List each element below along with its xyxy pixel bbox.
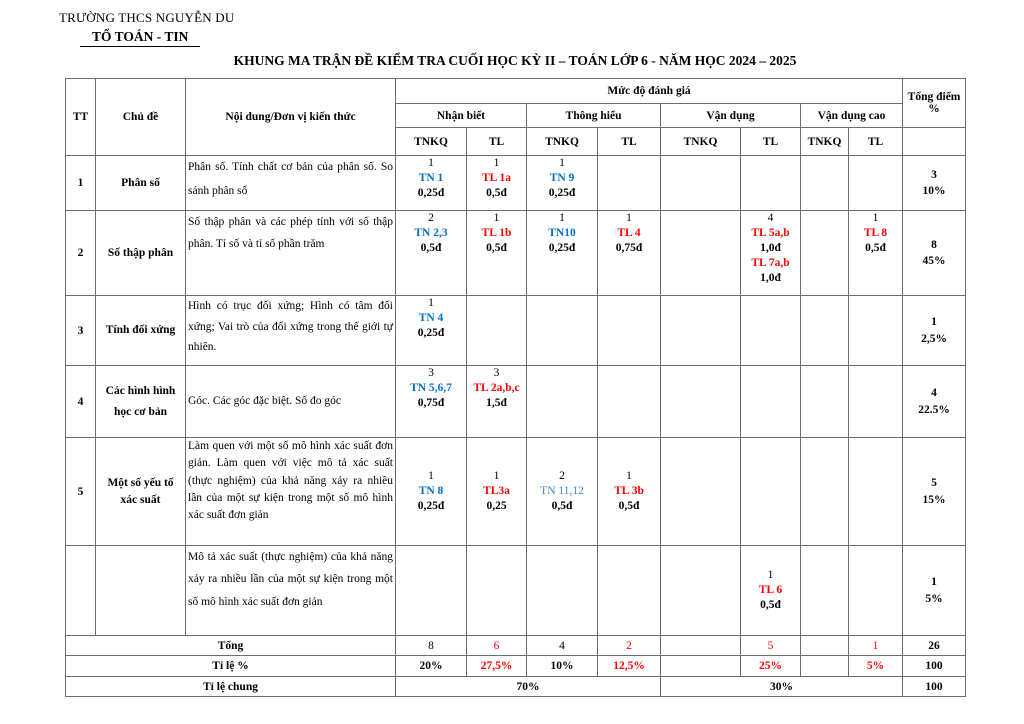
cell-nb-tl: 1 TL3a 0,25 (467, 438, 527, 546)
footer-value (661, 636, 741, 656)
footer-chung-left: 70% (396, 677, 661, 697)
footer-value: 5% (849, 656, 903, 677)
cell-empty (741, 366, 801, 438)
footer-label-ti-le: Tỉ lệ % (66, 656, 396, 677)
cell-total: 8 45% (903, 211, 966, 296)
cell-topic: Số thập phân (96, 211, 186, 296)
footer-chung-right: 30% (661, 677, 903, 697)
cell-empty (801, 546, 849, 636)
footer-label-tong: Tổng (66, 636, 396, 656)
cell-topic (96, 546, 186, 636)
cell-th-tnkq: 1 TN 9 0,25đ (527, 156, 598, 211)
cell-nb-tl: 1 TL 1b 0,5đ (467, 211, 527, 296)
cell-total: 3 10% (903, 156, 966, 211)
cell-content: Phân số. Tính chất cơ bản của phân số. So sánh phân số (186, 156, 396, 211)
cell-th-tl: 1 TL 4 0,75đ (598, 211, 661, 296)
cell-tt: 2 (66, 211, 96, 296)
cell-empty (661, 296, 741, 366)
sub-header-tl: TL (467, 128, 527, 156)
cell-empty (396, 546, 467, 636)
cell-topic: Tính đối xứng (96, 296, 186, 366)
cell-empty (849, 366, 903, 438)
cell-empty (849, 546, 903, 636)
cell-topic: Các hình hình học cơ bản (96, 366, 186, 438)
cell-empty (527, 546, 598, 636)
cell-empty (801, 156, 849, 211)
cell-vd-tl: 4 TL 5a,b 1,0đ TL 7a,b 1,0đ (741, 211, 801, 296)
cell-th-tl: 1 TL 3b 0,5đ (598, 438, 661, 546)
cell-total: 1 2,5% (903, 296, 966, 366)
level-header-van-dung-cao: Vận dụng cao (801, 104, 903, 128)
footer-value: 10% (527, 656, 598, 677)
footer-total: 100 (903, 677, 966, 697)
sub-header-tnkq: TNKQ (661, 128, 741, 156)
cell-tt: 4 (66, 366, 96, 438)
cell-empty (849, 296, 903, 366)
footer-value: 4 (527, 636, 598, 656)
cell-empty (527, 296, 598, 366)
cell-th-tnkq: 1 TN10 0,25đ (527, 211, 598, 296)
school-name: TRƯỜNG THCS NGUYỄN DU (59, 10, 235, 25)
cell-tt: 5 (66, 438, 96, 546)
cell-tt: 3 (66, 296, 96, 366)
cell-content: Góc. Các góc đặc biệt. Số đo góc (186, 366, 396, 438)
cell-empty (527, 366, 598, 438)
sub-header-tnkq: TNKQ (396, 128, 467, 156)
cell-empty (598, 366, 661, 438)
cell-nb-tl: 1 TL 1a 0,5đ (467, 156, 527, 211)
cell-empty (661, 438, 741, 546)
sub-header-tl: TL (849, 128, 903, 156)
cell-tt: 1 (66, 156, 96, 211)
footer-value (801, 656, 849, 677)
cell-nb-tnkq: 3 TN 5,6,7 0,75đ (396, 366, 467, 438)
cell-empty (801, 211, 849, 296)
cell-nb-tnkq: 1 TN 4 0,25đ (396, 296, 467, 366)
cell-empty (661, 211, 741, 296)
col-header-tt: TT (66, 79, 96, 156)
footer-value: 20% (396, 656, 467, 677)
footer-value (661, 656, 741, 677)
cell-total: 5 15% (903, 438, 966, 546)
sub-header-empty (903, 128, 966, 156)
table-row (66, 546, 966, 636)
footer-value: 27,5% (467, 656, 527, 677)
table-row (66, 156, 966, 211)
col-header-muc-do: Mức độ đánh giá (396, 79, 903, 104)
footer-value: 6 (467, 636, 527, 656)
cell-empty (801, 366, 849, 438)
level-header-van-dung: Vận dụng (661, 104, 801, 128)
cell-total: 1 5% (903, 546, 966, 636)
col-header-noi-dung: Nội dung/Đơn vị kiến thức (186, 79, 396, 156)
cell-empty (849, 156, 903, 211)
footer-value: 2 (598, 636, 661, 656)
sub-header-tl: TL (598, 128, 661, 156)
cell-total: 4 22.5% (903, 366, 966, 438)
cell-content: Hình có trục đối xứng; Hình có tâm đối xứng; Vai trò của đối xứng trong thế giới tự nhiên. (186, 296, 396, 366)
cell-empty (741, 438, 801, 546)
cell-content: Làm quen với một số mô hình xác suất đơn giản. Làm quen với việc mô tả xác suất (thực nghiệm) của khả năng xảy ra nhiều lần của một sự kiện trong một số mô hình xác suất đơn giản (186, 438, 396, 546)
cell-content: Số thập phân và các phép tính với số thập phân. Tỉ số và tỉ số phần trăm (186, 211, 396, 296)
cell-topic: Một số yếu tố xác suất (96, 438, 186, 546)
col-header-chu-de: Chủ đề (96, 79, 186, 156)
cell-topic: Phân số (96, 156, 186, 211)
sub-header-tl: TL (741, 128, 801, 156)
footer-row-ti-le-chung (66, 677, 966, 697)
footer-label-ti-le-chung: Tỉ lệ chung (66, 677, 396, 697)
level-header-thong-hieu: Thông hiểu (527, 104, 661, 128)
table-row (66, 296, 966, 366)
footer-value: 12,5% (598, 656, 661, 677)
cell-empty (598, 296, 661, 366)
footer-value: 8 (396, 636, 467, 656)
cell-tt (66, 546, 96, 636)
cell-empty (467, 296, 527, 366)
col-header-tong-diem: Tổng điểm % (903, 79, 966, 128)
footer-value: 25% (741, 656, 801, 677)
department-name: TỔ TOÁN - TIN (80, 29, 200, 47)
exam-matrix-table (65, 78, 966, 697)
level-header-nhan-biet: Nhận biết (396, 104, 527, 128)
footer-total: 100 (903, 656, 966, 677)
cell-empty (849, 438, 903, 546)
cell-empty (741, 156, 801, 211)
header-row-1 (66, 79, 966, 104)
page-title: KHUNG MA TRẬN ĐỀ KIỂM TRA CUỐI HỌC KỲ II – TOÁN LỚP 6 - NĂM HỌC 2024 – 2025 (233, 53, 797, 68)
cell-nb-tnkq: 1 TN 8 0,25đ (396, 438, 467, 546)
footer-value (801, 636, 849, 656)
cell-empty (661, 366, 741, 438)
cell-vd-tl: 1 TL 6 0,5đ (741, 546, 801, 636)
cell-th-tnkq: 2 TN 11,12 0,5đ (527, 438, 598, 546)
cell-empty (801, 296, 849, 366)
cell-empty (598, 156, 661, 211)
cell-empty (741, 296, 801, 366)
cell-empty (801, 438, 849, 546)
footer-row-tong (66, 636, 966, 656)
sub-header-tnkq: TNKQ (801, 128, 849, 156)
cell-empty (467, 546, 527, 636)
footer-row-ti-le (66, 656, 966, 677)
cell-empty (598, 546, 661, 636)
footer-value: 5 (741, 636, 801, 656)
cell-empty (661, 156, 741, 211)
sub-header-tnkq: TNKQ (527, 128, 598, 156)
cell-vdc-tl: 1 TL 8 0,5đ (849, 211, 903, 296)
footer-value: 1 (849, 636, 903, 656)
table-row (66, 438, 966, 546)
cell-nb-tl: 3 TL 2a,b,c 1,5đ (467, 366, 527, 438)
cell-nb-tnkq: 2 TN 2,3 0,5đ (396, 211, 467, 296)
table-row (66, 366, 966, 438)
cell-nb-tnkq: 1 TN 1 0,25đ (396, 156, 467, 211)
cell-content: Mô tả xác suất (thực nghiệm) của khả năng xảy ra nhiều lần của một sự kiện trong một số mô hình xác suất đơn giản (186, 546, 396, 636)
cell-empty (661, 546, 741, 636)
footer-total: 26 (903, 636, 966, 656)
table-row (66, 211, 966, 296)
